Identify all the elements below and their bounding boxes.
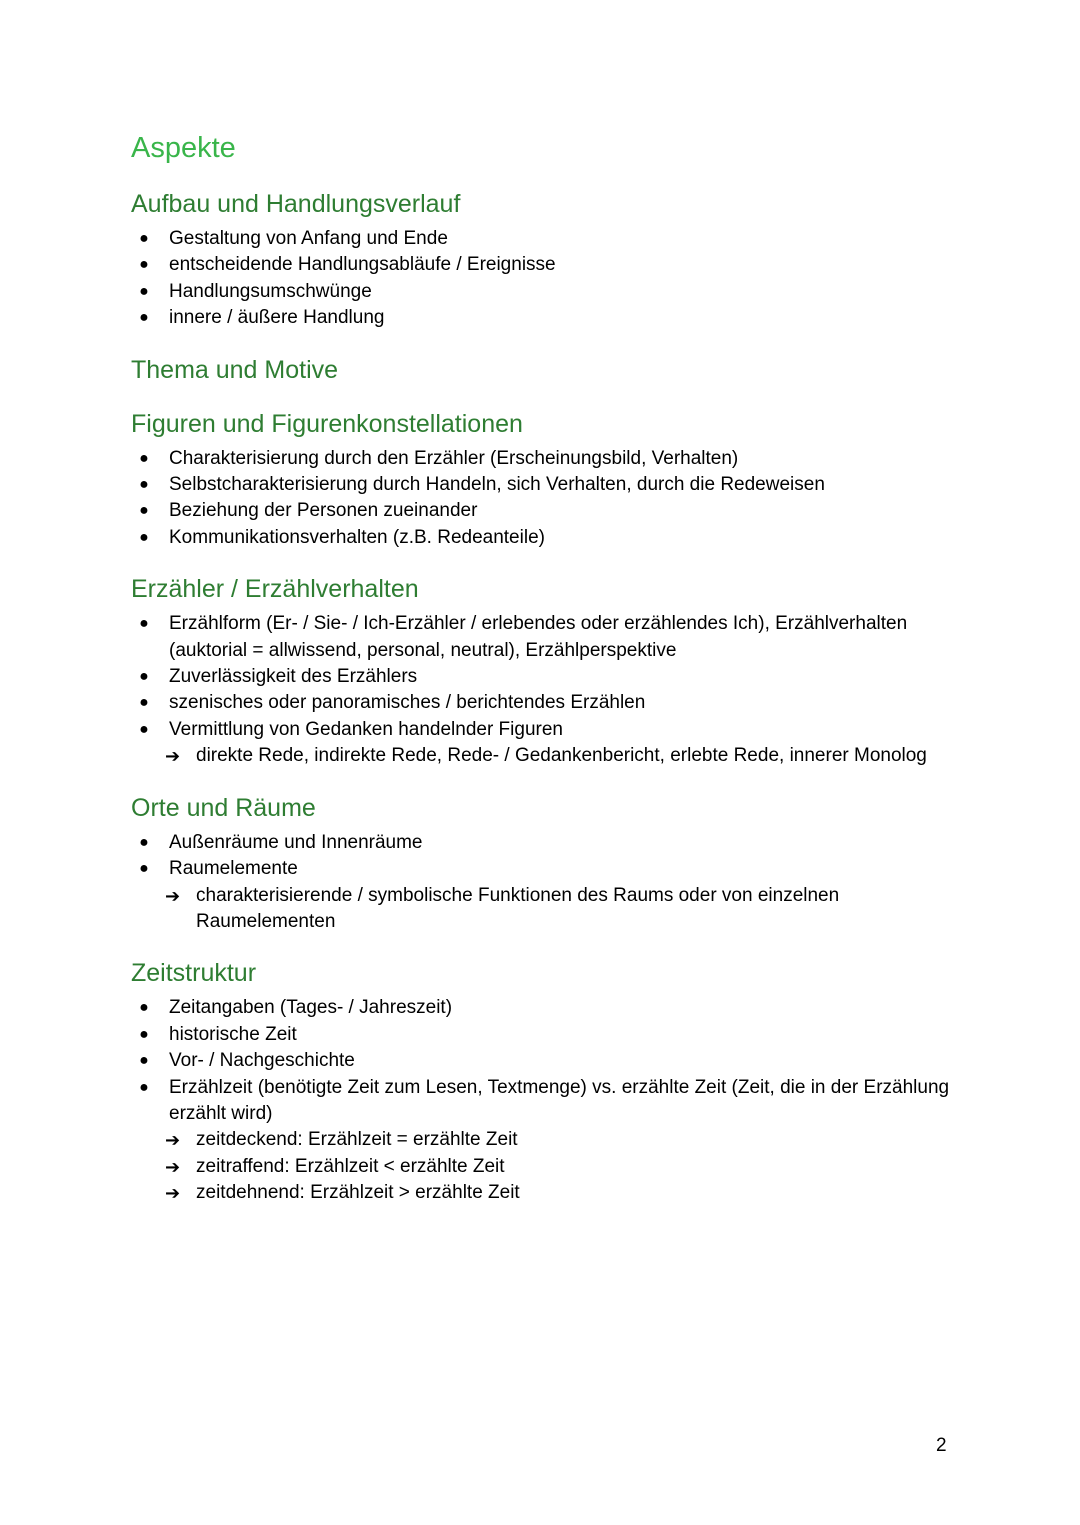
page-number: 2 <box>936 1435 947 1456</box>
list-item <box>131 498 961 524</box>
list-item <box>131 690 961 716</box>
arrow-item-text: zeitdehnend: Erzählzeit > erzählte Zeit <box>196 1182 520 1204</box>
list-item <box>131 279 961 305</box>
bullet-icon: ● <box>139 309 149 327</box>
bullet-icon: ● <box>139 449 149 467</box>
list-item-text: Erzählzeit (benötigte Zeit zum Lesen, Textmenge) vs. erzählte Zeit (Zeit, die in der Erzählung erzählt wird) <box>169 1076 950 1124</box>
list-item-text: Zeitangaben (Tages- / Jahreszeit) <box>169 997 453 1019</box>
sections-container <box>131 188 961 1207</box>
arrow-item <box>131 883 961 936</box>
arrow-item <box>131 1180 961 1206</box>
list-item <box>131 446 961 472</box>
arrow-right-icon: ➔ <box>165 1183 181 1204</box>
bullet-icon: ● <box>139 1025 149 1043</box>
bullet-list <box>131 995 961 1206</box>
list-item <box>131 1075 961 1207</box>
list-item-text: Vermittlung von Gedanken handelnder Figuren <box>169 718 563 740</box>
arrow-item-text: zeitdeckend: Erzählzeit = erzählte Zeit <box>196 1129 518 1151</box>
arrow-right-icon: ➔ <box>165 1130 181 1151</box>
arrow-right-icon: ➔ <box>165 1156 181 1177</box>
arrow-item <box>131 743 961 769</box>
bullet-icon: ● <box>139 694 149 712</box>
bullet-icon: ● <box>139 1052 149 1070</box>
list-item <box>131 830 961 856</box>
bullet-icon: ● <box>139 476 149 494</box>
arrow-item <box>131 1127 961 1153</box>
list-item-text: historische Zeit <box>169 1023 297 1045</box>
list-item <box>131 611 961 664</box>
list-item <box>131 305 961 331</box>
arrow-list <box>165 883 961 936</box>
bullet-icon: ● <box>139 720 149 738</box>
section-heading: Zeitstruktur <box>131 959 257 988</box>
list-item <box>131 252 961 278</box>
list-item <box>131 995 961 1021</box>
list-item <box>131 717 961 770</box>
list-item-text: entscheidende Handlungsabläufe / Ereignisse <box>169 254 556 276</box>
list-item-text: Zuverlässigkeit des Erzählers <box>169 666 418 688</box>
arrow-item <box>131 1154 961 1180</box>
list-item-text: Selbstcharakterisierung durch Handeln, sich Verhalten, durch die Redeweisen <box>169 474 825 496</box>
bullet-icon: ● <box>139 668 149 686</box>
list-item-text: Charakterisierung durch den Erzähler (Erscheinungsbild, Verhalten) <box>169 447 739 469</box>
list-item-text: Außenräume und Innenräume <box>169 831 423 853</box>
section-heading: Aufbau und Handlungsverlauf <box>131 190 461 218</box>
section <box>131 573 961 769</box>
bullet-list <box>131 830 961 936</box>
section <box>131 408 961 552</box>
section <box>131 354 961 386</box>
list-item-text: Beziehung der Personen zueinander <box>169 500 478 522</box>
arrow-item-text: direkte Rede, indirekte Rede, Rede- / Gedankenbericht, erlebte Rede, innerer Monolog <box>196 745 927 767</box>
bullet-icon: ● <box>139 999 149 1017</box>
bullet-icon: ● <box>139 528 149 546</box>
arrow-item-text: zeitraffend: Erzählzeit < erzählte Zeit <box>196 1155 505 1177</box>
list-item-text: innere / äußere Handlung <box>169 307 385 329</box>
list-item-text: Vor- / Nachgeschichte <box>169 1050 355 1072</box>
page-title: Aspekte <box>131 132 236 164</box>
arrow-right-icon: ➔ <box>165 885 181 906</box>
bullet-icon: ● <box>139 833 149 851</box>
arrow-list <box>165 743 961 769</box>
list-item-text: Raumelemente <box>169 858 298 880</box>
bullet-list <box>131 226 961 332</box>
list-item-text: Gestaltung von Anfang und Ende <box>169 228 448 249</box>
list-item <box>131 856 961 935</box>
bullet-list <box>131 446 961 552</box>
bullet-icon: ● <box>139 230 149 247</box>
section <box>131 792 961 936</box>
bullet-icon: ● <box>139 615 149 633</box>
bullet-icon: ● <box>139 1078 149 1096</box>
section-heading: Erzähler / Erzählverhalten <box>131 575 419 604</box>
list-item-text: Erzählform (Er- / Sie- / Ich-Erzähler / erlebendes oder erzählendes Ich), Erzählverhalten (auktorial = allwissend, personal, neutral), Erzählperspektive <box>169 613 908 661</box>
bullet-list <box>131 611 961 769</box>
list-item <box>131 472 961 498</box>
bullet-icon: ● <box>139 502 149 520</box>
bullet-icon: ● <box>139 860 149 878</box>
list-item-text: Handlungsumschwünge <box>169 280 372 302</box>
section-heading: Figuren und Figurenkonstellationen <box>131 409 523 438</box>
list-item <box>131 664 961 690</box>
arrow-list <box>165 1127 961 1206</box>
arrow-item-text: charakterisierende / symbolische Funktionen des Raums oder von einzelnen Raumelementen <box>196 884 840 932</box>
bullet-icon: ● <box>139 282 149 300</box>
document-page <box>131 130 961 1207</box>
list-item <box>131 1048 961 1074</box>
list-item-text: Kommunikationsverhalten (z.B. Redeanteile) <box>169 526 545 548</box>
list-item <box>131 525 961 551</box>
section-heading: Thema und Motive <box>131 355 339 384</box>
list-item <box>131 226 961 252</box>
bullet-icon: ● <box>139 256 149 274</box>
list-item-text: szenisches oder panoramisches / berichtendes Erzählen <box>169 692 646 714</box>
list-item <box>131 1022 961 1048</box>
section-heading: Orte und Räume <box>131 793 316 822</box>
section <box>131 957 961 1206</box>
arrow-right-icon: ➔ <box>165 746 181 767</box>
section <box>131 188 961 332</box>
